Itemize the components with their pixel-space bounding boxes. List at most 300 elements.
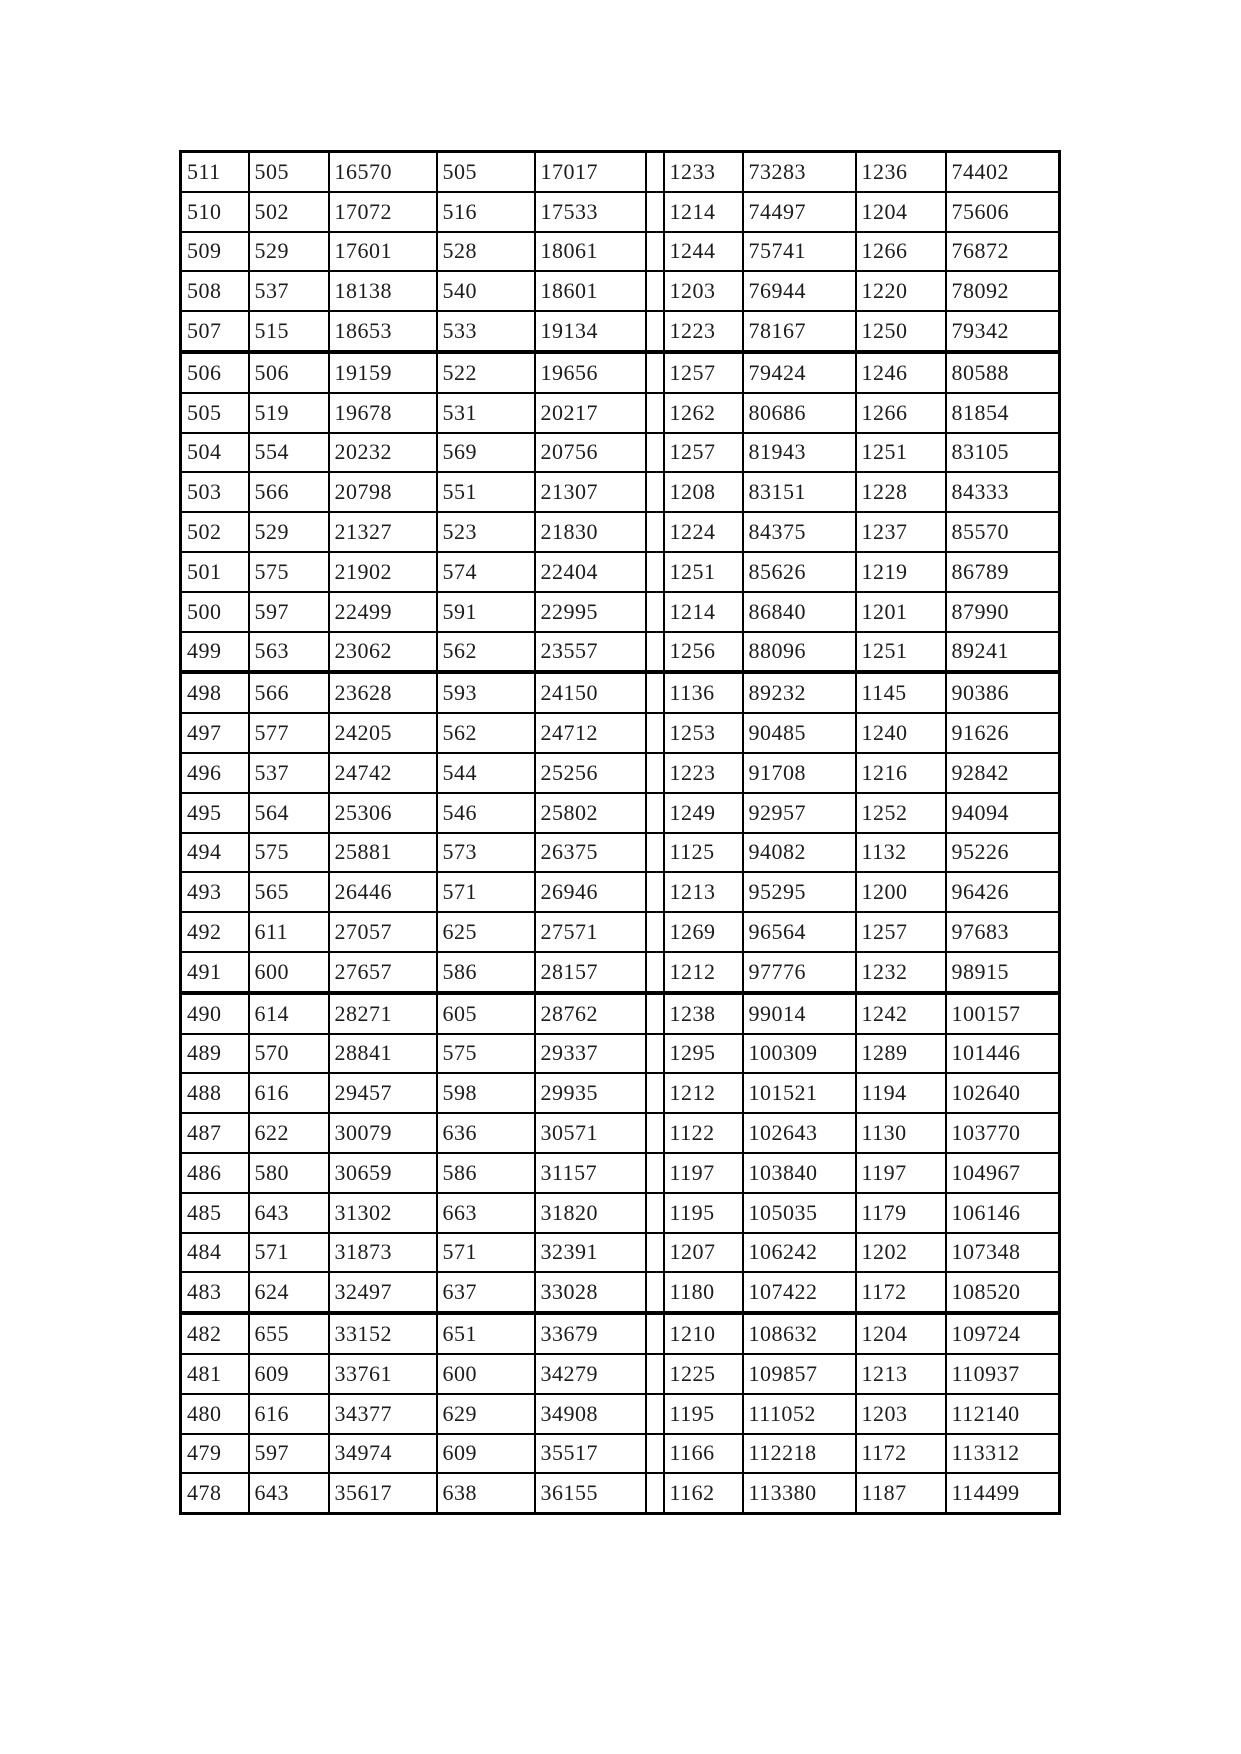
cell-score: 501	[181, 552, 249, 592]
cell-count_c: 1136	[664, 672, 743, 713]
cell-cumulative_b: 21307	[535, 472, 646, 512]
cell-cumulative_d: 87990	[946, 592, 1060, 632]
cell-count_a: 505	[249, 152, 329, 192]
cell-cumulative_d: 98915	[946, 952, 1060, 993]
cell-count_c: 1203	[664, 271, 743, 311]
cell-count_d: 1242	[856, 993, 946, 1034]
cell-cumulative_a: 29457	[329, 1073, 437, 1113]
cell-score: 509	[181, 232, 249, 272]
cell-score: 487	[181, 1113, 249, 1153]
cell-count_b: 586	[437, 1153, 535, 1193]
cell-count_a: 565	[249, 872, 329, 912]
cell-count_d: 1204	[856, 192, 946, 232]
cell-count_c: 1214	[664, 592, 743, 632]
cell-count_d: 1237	[856, 512, 946, 552]
spacer-cell	[646, 1113, 664, 1153]
cell-count_c: 1269	[664, 912, 743, 952]
cell-cumulative_a: 30079	[329, 1113, 437, 1153]
cell-cumulative_d: 110937	[946, 1354, 1060, 1394]
cell-cumulative_c: 107422	[743, 1272, 856, 1313]
cell-cumulative_b: 24150	[535, 672, 646, 713]
cell-cumulative_a: 34974	[329, 1434, 437, 1474]
cell-count_d: 1200	[856, 872, 946, 912]
cell-score: 484	[181, 1233, 249, 1273]
cell-count_a: 597	[249, 592, 329, 632]
spacer-cell	[646, 352, 664, 393]
cell-count_c: 1249	[664, 793, 743, 833]
cell-cumulative_d: 79342	[946, 311, 1060, 352]
table-row	[181, 1153, 1060, 1193]
cell-cumulative_b: 28762	[535, 993, 646, 1034]
spacer-cell	[646, 152, 664, 192]
cell-count_b: 522	[437, 352, 535, 393]
spacer-cell	[646, 1073, 664, 1113]
cell-count_d: 1194	[856, 1073, 946, 1113]
cell-count_a: 616	[249, 1073, 329, 1113]
cell-count_c: 1166	[664, 1434, 743, 1474]
spacer-cell	[646, 1193, 664, 1233]
cell-cumulative_c: 91708	[743, 753, 856, 793]
cell-count_b: 544	[437, 753, 535, 793]
cell-cumulative_d: 76872	[946, 232, 1060, 272]
cell-score: 510	[181, 192, 249, 232]
cell-cumulative_a: 17072	[329, 192, 437, 232]
spacer-cell	[646, 232, 664, 272]
cell-score: 485	[181, 1193, 249, 1233]
cell-cumulative_d: 81854	[946, 393, 1060, 433]
cell-cumulative_b: 33028	[535, 1272, 646, 1313]
cell-cumulative_b: 26946	[535, 872, 646, 912]
cell-cumulative_b: 30571	[535, 1113, 646, 1153]
cell-cumulative_c: 92957	[743, 793, 856, 833]
cell-count_d: 1201	[856, 592, 946, 632]
cell-count_b: 591	[437, 592, 535, 632]
cell-count_d: 1145	[856, 672, 946, 713]
cell-cumulative_d: 103770	[946, 1113, 1060, 1153]
cell-cumulative_c: 112218	[743, 1434, 856, 1474]
cell-count_b: 663	[437, 1193, 535, 1233]
cell-cumulative_b: 28157	[535, 952, 646, 993]
cell-cumulative_a: 27057	[329, 912, 437, 952]
cell-cumulative_b: 31820	[535, 1193, 646, 1233]
cell-count_c: 1223	[664, 311, 743, 352]
table-row	[181, 1272, 1060, 1313]
cell-count_c: 1195	[664, 1193, 743, 1233]
cell-count_b: 571	[437, 1233, 535, 1273]
cell-score: 486	[181, 1153, 249, 1193]
cell-cumulative_d: 107348	[946, 1233, 1060, 1273]
cell-count_d: 1132	[856, 833, 946, 873]
cell-count_d: 1232	[856, 952, 946, 993]
cell-count_c: 1212	[664, 1073, 743, 1113]
cell-count_c: 1257	[664, 433, 743, 473]
cell-count_c: 1180	[664, 1272, 743, 1313]
cell-cumulative_b: 17017	[535, 152, 646, 192]
table-row	[181, 1434, 1060, 1474]
cell-score: 504	[181, 433, 249, 473]
spacer-cell	[646, 912, 664, 952]
cell-cumulative_b: 35517	[535, 1434, 646, 1474]
cell-cumulative_d: 109724	[946, 1313, 1060, 1354]
cell-cumulative_c: 79424	[743, 352, 856, 393]
cell-count_b: 637	[437, 1272, 535, 1313]
cell-count_c: 1253	[664, 713, 743, 753]
cell-count_d: 1240	[856, 713, 946, 753]
cell-count_b: 625	[437, 912, 535, 952]
cell-count_b: 593	[437, 672, 535, 713]
cell-cumulative_a: 21327	[329, 512, 437, 552]
cell-count_d: 1220	[856, 271, 946, 311]
cell-cumulative_c: 86840	[743, 592, 856, 632]
cell-cumulative_d: 74402	[946, 152, 1060, 192]
cell-count_a: 571	[249, 1233, 329, 1273]
cell-score: 479	[181, 1434, 249, 1474]
cell-cumulative_d: 100157	[946, 993, 1060, 1034]
cell-count_a: 614	[249, 993, 329, 1034]
cell-count_a: 502	[249, 192, 329, 232]
cell-cumulative_c: 113380	[743, 1473, 856, 1513]
cell-count_d: 1130	[856, 1113, 946, 1153]
cell-cumulative_a: 20798	[329, 472, 437, 512]
cell-cumulative_c: 95295	[743, 872, 856, 912]
cell-count_c: 1225	[664, 1354, 743, 1394]
cell-count_b: 516	[437, 192, 535, 232]
cell-count_c: 1224	[664, 512, 743, 552]
cell-cumulative_c: 74497	[743, 192, 856, 232]
cell-count_c: 1295	[664, 1034, 743, 1074]
cell-count_a: 529	[249, 232, 329, 272]
cell-cumulative_c: 101521	[743, 1073, 856, 1113]
cell-cumulative_a: 33761	[329, 1354, 437, 1394]
cell-count_b: 562	[437, 632, 535, 673]
cell-cumulative_c: 108632	[743, 1313, 856, 1354]
cell-cumulative_d: 113312	[946, 1434, 1060, 1474]
cell-cumulative_c: 88096	[743, 632, 856, 673]
table-row	[181, 872, 1060, 912]
cell-count_c: 1125	[664, 833, 743, 873]
table-row	[181, 753, 1060, 793]
table-row	[181, 1473, 1060, 1513]
cell-count_d: 1257	[856, 912, 946, 952]
cell-score: 496	[181, 753, 249, 793]
cell-count_c: 1208	[664, 472, 743, 512]
cell-cumulative_d: 94094	[946, 793, 1060, 833]
cell-score: 497	[181, 713, 249, 753]
table-row	[181, 152, 1060, 192]
cell-count_a: 564	[249, 793, 329, 833]
cell-count_a: 611	[249, 912, 329, 952]
cell-score: 494	[181, 833, 249, 873]
score-distribution-table	[179, 150, 1061, 1515]
cell-score: 508	[181, 271, 249, 311]
table-row	[181, 1394, 1060, 1434]
table-row	[181, 1193, 1060, 1233]
cell-cumulative_d: 104967	[946, 1153, 1060, 1193]
cell-count_a: 609	[249, 1354, 329, 1394]
cell-cumulative_b: 20217	[535, 393, 646, 433]
cell-count_c: 1214	[664, 192, 743, 232]
cell-cumulative_c: 76944	[743, 271, 856, 311]
cell-cumulative_a: 18138	[329, 271, 437, 311]
cell-score: 489	[181, 1034, 249, 1074]
cell-count_c: 1212	[664, 952, 743, 993]
table-row	[181, 713, 1060, 753]
cell-count_a: 566	[249, 672, 329, 713]
cell-cumulative_b: 23557	[535, 632, 646, 673]
cell-count_b: 562	[437, 713, 535, 753]
cell-count_a: 506	[249, 352, 329, 393]
cell-count_d: 1213	[856, 1354, 946, 1394]
table-row	[181, 393, 1060, 433]
cell-count_d: 1197	[856, 1153, 946, 1193]
spacer-cell	[646, 1394, 664, 1434]
spacer-cell	[646, 1354, 664, 1394]
spacer-cell	[646, 672, 664, 713]
cell-cumulative_c: 97776	[743, 952, 856, 993]
cell-score: 498	[181, 672, 249, 713]
table-row	[181, 632, 1060, 673]
spacer-cell	[646, 552, 664, 592]
cell-score: 511	[181, 152, 249, 192]
cell-cumulative_a: 18653	[329, 311, 437, 352]
cell-count_a: 577	[249, 713, 329, 753]
cell-count_a: 537	[249, 753, 329, 793]
cell-count_d: 1266	[856, 393, 946, 433]
spacer-cell	[646, 1473, 664, 1513]
cell-count_a: 575	[249, 552, 329, 592]
spacer-cell	[646, 1434, 664, 1474]
table-row	[181, 912, 1060, 952]
cell-cumulative_c: 89232	[743, 672, 856, 713]
cell-count_b: 600	[437, 1354, 535, 1394]
spacer-cell	[646, 753, 664, 793]
cell-cumulative_b: 25256	[535, 753, 646, 793]
cell-score: 495	[181, 793, 249, 833]
cell-cumulative_d: 84333	[946, 472, 1060, 512]
cell-cumulative_d: 75606	[946, 192, 1060, 232]
cell-cumulative_b: 20756	[535, 433, 646, 473]
cell-cumulative_a: 35617	[329, 1473, 437, 1513]
cell-count_b: 605	[437, 993, 535, 1034]
spacer-cell	[646, 271, 664, 311]
spacer-cell	[646, 1313, 664, 1354]
spacer-cell	[646, 1272, 664, 1313]
cell-cumulative_c: 102643	[743, 1113, 856, 1153]
cell-cumulative_d: 92842	[946, 753, 1060, 793]
table-row	[181, 311, 1060, 352]
cell-cumulative_a: 19678	[329, 393, 437, 433]
cell-count_a: 624	[249, 1272, 329, 1313]
spacer-cell	[646, 592, 664, 632]
cell-count_d: 1251	[856, 632, 946, 673]
cell-count_a: 563	[249, 632, 329, 673]
cell-count_c: 1233	[664, 152, 743, 192]
cell-count_c: 1162	[664, 1473, 743, 1513]
cell-cumulative_d: 91626	[946, 713, 1060, 753]
cell-score: 482	[181, 1313, 249, 1354]
cell-count_b: 638	[437, 1473, 535, 1513]
cell-count_d: 1203	[856, 1394, 946, 1434]
cell-cumulative_b: 34908	[535, 1394, 646, 1434]
cell-count_b: 629	[437, 1394, 535, 1434]
table-row	[181, 592, 1060, 632]
spacer-cell	[646, 713, 664, 753]
cell-cumulative_b: 22404	[535, 552, 646, 592]
cell-count_b: 546	[437, 793, 535, 833]
cell-cumulative_a: 27657	[329, 952, 437, 993]
cell-cumulative_d: 85570	[946, 512, 1060, 552]
cell-cumulative_a: 31302	[329, 1193, 437, 1233]
cell-count_a: 570	[249, 1034, 329, 1074]
spacer-cell	[646, 1153, 664, 1193]
cell-cumulative_b: 34279	[535, 1354, 646, 1394]
cell-count_b: 609	[437, 1434, 535, 1474]
cell-cumulative_a: 20232	[329, 433, 437, 473]
table-row	[181, 472, 1060, 512]
cell-cumulative_d: 78092	[946, 271, 1060, 311]
cell-cumulative_b: 17533	[535, 192, 646, 232]
cell-count_b: 523	[437, 512, 535, 552]
cell-count_b: 531	[437, 393, 535, 433]
table-row	[181, 833, 1060, 873]
cell-cumulative_c: 81943	[743, 433, 856, 473]
cell-count_a: 643	[249, 1473, 329, 1513]
cell-count_b: 651	[437, 1313, 535, 1354]
table-row	[181, 552, 1060, 592]
cell-count_a: 519	[249, 393, 329, 433]
spacer-cell	[646, 192, 664, 232]
cell-cumulative_c: 84375	[743, 512, 856, 552]
cell-count_d: 1289	[856, 1034, 946, 1074]
table-row	[181, 271, 1060, 311]
cell-score: 488	[181, 1073, 249, 1113]
cell-cumulative_a: 16570	[329, 152, 437, 192]
cell-count_c: 1210	[664, 1313, 743, 1354]
cell-cumulative_d: 102640	[946, 1073, 1060, 1113]
table-row	[181, 1034, 1060, 1074]
cell-cumulative_a: 23628	[329, 672, 437, 713]
cell-cumulative_b: 21830	[535, 512, 646, 552]
cell-count_a: 600	[249, 952, 329, 993]
cell-count_b: 574	[437, 552, 535, 592]
spacer-cell	[646, 872, 664, 912]
cell-count_d: 1216	[856, 753, 946, 793]
cell-count_d: 1228	[856, 472, 946, 512]
cell-score: 503	[181, 472, 249, 512]
cell-score: 499	[181, 632, 249, 673]
cell-count_b: 636	[437, 1113, 535, 1153]
cell-cumulative_d: 90386	[946, 672, 1060, 713]
cell-cumulative_b: 25802	[535, 793, 646, 833]
cell-cumulative_c: 111052	[743, 1394, 856, 1434]
cell-cumulative_b: 29337	[535, 1034, 646, 1074]
cell-cumulative_a: 33152	[329, 1313, 437, 1354]
table-row	[181, 672, 1060, 713]
table-row	[181, 1313, 1060, 1354]
cell-score: 502	[181, 512, 249, 552]
cell-cumulative_a: 32497	[329, 1272, 437, 1313]
cell-count_a: 537	[249, 271, 329, 311]
cell-cumulative_a: 22499	[329, 592, 437, 632]
spacer-cell	[646, 393, 664, 433]
cell-cumulative_d: 96426	[946, 872, 1060, 912]
cell-score: 505	[181, 393, 249, 433]
cell-cumulative_b: 32391	[535, 1233, 646, 1273]
cell-count_d: 1251	[856, 433, 946, 473]
spacer-cell	[646, 472, 664, 512]
cell-count_a: 616	[249, 1394, 329, 1434]
cell-cumulative_c: 90485	[743, 713, 856, 753]
cell-count_a: 575	[249, 833, 329, 873]
cell-count_c: 1257	[664, 352, 743, 393]
cell-count_d: 1250	[856, 311, 946, 352]
cell-cumulative_a: 30659	[329, 1153, 437, 1193]
cell-cumulative_b: 36155	[535, 1473, 646, 1513]
cell-count_a: 515	[249, 311, 329, 352]
cell-score: 493	[181, 872, 249, 912]
cell-cumulative_d: 101446	[946, 1034, 1060, 1074]
cell-cumulative_c: 94082	[743, 833, 856, 873]
cell-score: 492	[181, 912, 249, 952]
cell-cumulative_c: 78167	[743, 311, 856, 352]
cell-cumulative_d: 83105	[946, 433, 1060, 473]
table-row	[181, 1354, 1060, 1394]
table-row	[181, 952, 1060, 993]
cell-cumulative_c: 99014	[743, 993, 856, 1034]
cell-cumulative_a: 28271	[329, 993, 437, 1034]
table-row	[181, 433, 1060, 473]
cell-count_d: 1266	[856, 232, 946, 272]
cell-cumulative_c: 105035	[743, 1193, 856, 1233]
cell-cumulative_c: 83151	[743, 472, 856, 512]
spacer-cell	[646, 632, 664, 673]
table-row	[181, 352, 1060, 393]
cell-cumulative_a: 31873	[329, 1233, 437, 1273]
spacer-cell	[646, 1034, 664, 1074]
cell-count_a: 655	[249, 1313, 329, 1354]
cell-cumulative_a: 25881	[329, 833, 437, 873]
spacer-cell	[646, 993, 664, 1034]
table-row	[181, 1113, 1060, 1153]
cell-count_c: 1195	[664, 1394, 743, 1434]
spacer-cell	[646, 433, 664, 473]
cell-cumulative_c: 75741	[743, 232, 856, 272]
cell-cumulative_c: 106242	[743, 1233, 856, 1273]
cell-count_a: 622	[249, 1113, 329, 1153]
cell-score: 506	[181, 352, 249, 393]
cell-cumulative_a: 17601	[329, 232, 437, 272]
cell-cumulative_c: 73283	[743, 152, 856, 192]
table-row	[181, 512, 1060, 552]
cell-count_c: 1223	[664, 753, 743, 793]
cell-count_d: 1246	[856, 352, 946, 393]
cell-count_c: 1244	[664, 232, 743, 272]
cell-cumulative_a: 21902	[329, 552, 437, 592]
cell-count_d: 1172	[856, 1272, 946, 1313]
cell-count_d: 1179	[856, 1193, 946, 1233]
cell-cumulative_c: 85626	[743, 552, 856, 592]
cell-count_c: 1197	[664, 1153, 743, 1193]
cell-count_d: 1202	[856, 1233, 946, 1273]
cell-cumulative_a: 28841	[329, 1034, 437, 1074]
cell-count_c: 1262	[664, 393, 743, 433]
cell-count_a: 529	[249, 512, 329, 552]
cell-score: 500	[181, 592, 249, 632]
cell-count_a: 597	[249, 1434, 329, 1474]
cell-score: 478	[181, 1473, 249, 1513]
spacer-cell	[646, 512, 664, 552]
spacer-cell	[646, 952, 664, 993]
